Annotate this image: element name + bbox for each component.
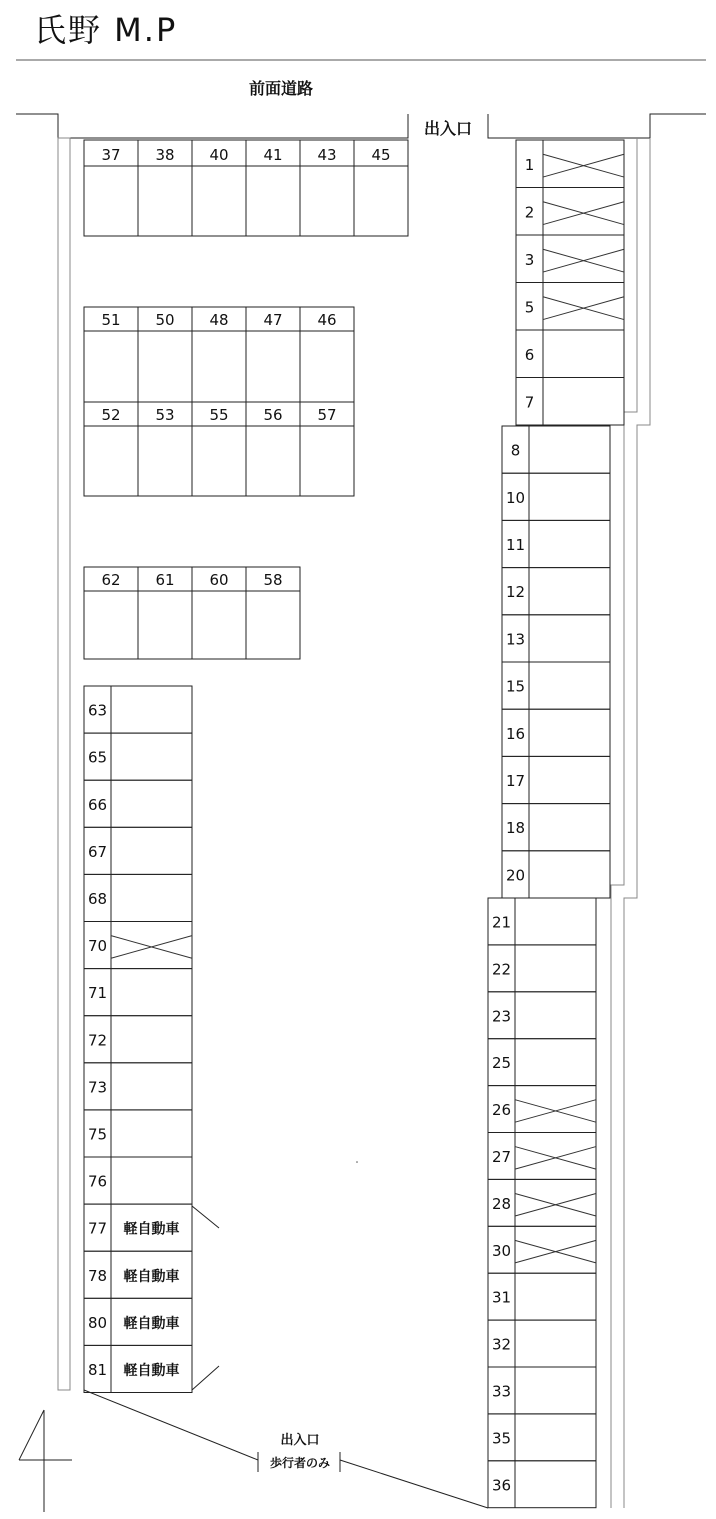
space-number: 53 xyxy=(155,406,175,424)
parking-space-16 xyxy=(502,709,610,756)
space-number: 41 xyxy=(263,146,283,164)
parking-space-23 xyxy=(488,992,596,1039)
space-number: 76 xyxy=(87,1172,108,1191)
space-number: 12 xyxy=(505,583,526,602)
space-number: 45 xyxy=(371,146,391,164)
parking-space-61 xyxy=(138,567,192,659)
space-number: 38 xyxy=(155,146,175,164)
parking-space-27 xyxy=(488,1133,596,1180)
kei-bracket-bottom xyxy=(192,1366,219,1390)
unavailable-cross-icon xyxy=(543,297,624,320)
parking-space-2 xyxy=(516,188,624,236)
parking-space-47 xyxy=(246,307,300,402)
parking-space-20 xyxy=(502,851,610,898)
parking-space-55 xyxy=(192,402,246,496)
kei-car-label: 軽自動車 xyxy=(123,1268,180,1285)
space-number: 50 xyxy=(155,311,175,329)
parking-space-21 xyxy=(488,898,596,945)
space-number: 71 xyxy=(87,984,108,1003)
parking-space-40 xyxy=(192,140,246,236)
space-number: 67 xyxy=(87,842,108,861)
space-number: 46 xyxy=(317,311,337,329)
space-number: 75 xyxy=(87,1125,108,1144)
parking-space-43 xyxy=(300,140,354,236)
space-number: 68 xyxy=(87,889,108,908)
space-number: 15 xyxy=(505,677,526,696)
parking-space-77 xyxy=(84,1204,192,1251)
space-number: 66 xyxy=(87,795,108,814)
page-title: 氏野 M.P xyxy=(34,11,178,49)
kei-car-label: 軽自動車 xyxy=(123,1221,180,1238)
space-number: 3 xyxy=(524,250,535,269)
parking-space-1 xyxy=(516,140,624,188)
space-number: 2 xyxy=(524,203,535,222)
parking-space-65 xyxy=(84,733,192,780)
parking-space-66 xyxy=(84,780,192,827)
parking-space-5 xyxy=(516,283,624,331)
parking-space-71 xyxy=(84,969,192,1016)
unavailable-cross-icon xyxy=(515,1147,596,1170)
parking-space-80 xyxy=(84,1298,192,1345)
unavailable-cross-icon xyxy=(515,1100,596,1123)
kei-car-label: 軽自動車 xyxy=(123,1315,180,1332)
parking-space-38 xyxy=(138,140,192,236)
road-edge-right xyxy=(488,114,706,138)
unavailable-cross-icon xyxy=(111,936,192,959)
space-number: 6 xyxy=(524,345,535,364)
parking-space-68 xyxy=(84,874,192,921)
parking-space-41 xyxy=(246,140,300,236)
space-number: 21 xyxy=(491,913,512,932)
entrance-top-label: 出入口 xyxy=(423,119,473,138)
space-number: 23 xyxy=(491,1007,512,1026)
parking-space-53 xyxy=(138,402,192,496)
space-number: 70 xyxy=(87,937,108,956)
space-number: 32 xyxy=(491,1335,512,1354)
parking-space-30 xyxy=(488,1226,596,1273)
parking-space-13 xyxy=(502,615,610,662)
space-number: 13 xyxy=(505,630,526,649)
space-number: 62 xyxy=(101,571,121,589)
space-number: 48 xyxy=(209,311,229,329)
space-number: 40 xyxy=(209,146,229,164)
entrance-bottom-label: 出入口 xyxy=(280,1433,320,1448)
footpath-line-right xyxy=(340,1460,488,1508)
space-number: 78 xyxy=(87,1266,108,1285)
parking-space-78 xyxy=(84,1251,192,1298)
north-arrow-icon xyxy=(19,1410,72,1512)
parking-space-60 xyxy=(192,567,246,659)
space-number: 73 xyxy=(87,1078,108,1097)
space-number: 37 xyxy=(101,146,121,164)
parking-space-33 xyxy=(488,1367,596,1414)
space-number: 56 xyxy=(263,406,283,424)
unavailable-cross-icon xyxy=(543,249,624,272)
parking-space-6 xyxy=(516,330,624,378)
space-number: 43 xyxy=(317,146,337,164)
parking-space-17 xyxy=(502,756,610,803)
parking-space-51 xyxy=(84,307,138,402)
parking-space-57 xyxy=(300,402,354,496)
space-number: 72 xyxy=(87,1031,108,1050)
space-number: 1 xyxy=(524,155,535,174)
parking-space-36 xyxy=(488,1461,596,1508)
parking-space-37 xyxy=(84,140,138,236)
parking-space-35 xyxy=(488,1414,596,1461)
space-number: 55 xyxy=(209,406,229,424)
space-number: 80 xyxy=(87,1313,108,1332)
road-edge-left xyxy=(16,114,408,138)
space-number: 26 xyxy=(491,1101,512,1120)
space-number: 8 xyxy=(510,441,521,460)
parking-space-50 xyxy=(138,307,192,402)
unavailable-cross-icon xyxy=(515,1193,596,1216)
parking-space-63 xyxy=(84,686,192,733)
parking-space-12 xyxy=(502,568,610,615)
unavailable-cross-icon xyxy=(543,154,624,177)
parking-space-45 xyxy=(354,140,408,236)
space-number: 7 xyxy=(524,393,535,412)
parking-space-18 xyxy=(502,804,610,851)
parking-space-46 xyxy=(300,307,354,402)
parking-space-72 xyxy=(84,1016,192,1063)
parking-space-26 xyxy=(488,1086,596,1133)
space-number: 51 xyxy=(101,311,121,329)
space-number: 27 xyxy=(491,1147,512,1166)
parking-space-8 xyxy=(502,426,610,473)
parking-space-25 xyxy=(488,1039,596,1086)
parking-space-73 xyxy=(84,1063,192,1110)
parking-blocks xyxy=(84,140,624,1508)
space-number: 65 xyxy=(87,748,108,767)
parking-space-15 xyxy=(502,662,610,709)
space-number: 22 xyxy=(491,960,512,979)
space-number: 11 xyxy=(505,536,526,554)
space-number: 52 xyxy=(101,406,121,424)
space-number: 10 xyxy=(505,488,526,507)
unavailable-cross-icon xyxy=(515,1240,596,1263)
space-number: 36 xyxy=(491,1476,512,1495)
space-number: 63 xyxy=(87,701,108,720)
parking-space-10 xyxy=(502,473,610,520)
parking-space-28 xyxy=(488,1179,596,1226)
space-number: 81 xyxy=(87,1360,108,1379)
kei-bracket-top xyxy=(192,1206,219,1228)
road-label: 前面道路 xyxy=(248,79,314,98)
space-number: 60 xyxy=(209,571,229,589)
space-number: 20 xyxy=(505,866,526,885)
parking-space-7 xyxy=(516,378,624,426)
parking-space-48 xyxy=(192,307,246,402)
space-number: 5 xyxy=(524,298,535,317)
left-boundary-wall xyxy=(58,138,70,1390)
pedestrian-only-label: 歩行者のみ xyxy=(269,1456,331,1470)
parking-space-32 xyxy=(488,1320,596,1367)
space-number: 33 xyxy=(491,1382,512,1401)
space-number: 35 xyxy=(491,1429,512,1448)
space-number: 31 xyxy=(491,1288,512,1307)
space-number: 17 xyxy=(505,772,526,790)
space-number: 28 xyxy=(491,1194,512,1213)
parking-space-67 xyxy=(84,827,192,874)
parking-space-70 xyxy=(84,922,192,969)
space-number: 61 xyxy=(155,571,175,589)
parking-space-56 xyxy=(246,402,300,496)
space-number: 47 xyxy=(263,311,283,329)
parking-space-31 xyxy=(488,1273,596,1320)
parking-space-76 xyxy=(84,1157,192,1204)
kei-car-label: 軽自動車 xyxy=(123,1362,180,1379)
parking-space-75 xyxy=(84,1110,192,1157)
stray-dot xyxy=(356,1161,358,1163)
parking-space-3 xyxy=(516,235,624,283)
space-number: 77 xyxy=(87,1219,108,1238)
parking-space-81 xyxy=(84,1345,192,1392)
parking-space-52 xyxy=(84,402,138,496)
space-number: 58 xyxy=(263,571,283,589)
space-number: 18 xyxy=(505,819,526,838)
unavailable-cross-icon xyxy=(543,202,624,225)
parking-space-11 xyxy=(502,520,610,567)
footpath-line-left xyxy=(84,1390,258,1460)
space-number: 16 xyxy=(505,724,526,743)
parking-space-58 xyxy=(246,567,300,659)
space-number: 30 xyxy=(491,1241,512,1260)
parking-space-62 xyxy=(84,567,138,659)
space-number: 25 xyxy=(491,1054,512,1073)
parking-space-22 xyxy=(488,945,596,992)
space-number: 57 xyxy=(317,406,337,424)
